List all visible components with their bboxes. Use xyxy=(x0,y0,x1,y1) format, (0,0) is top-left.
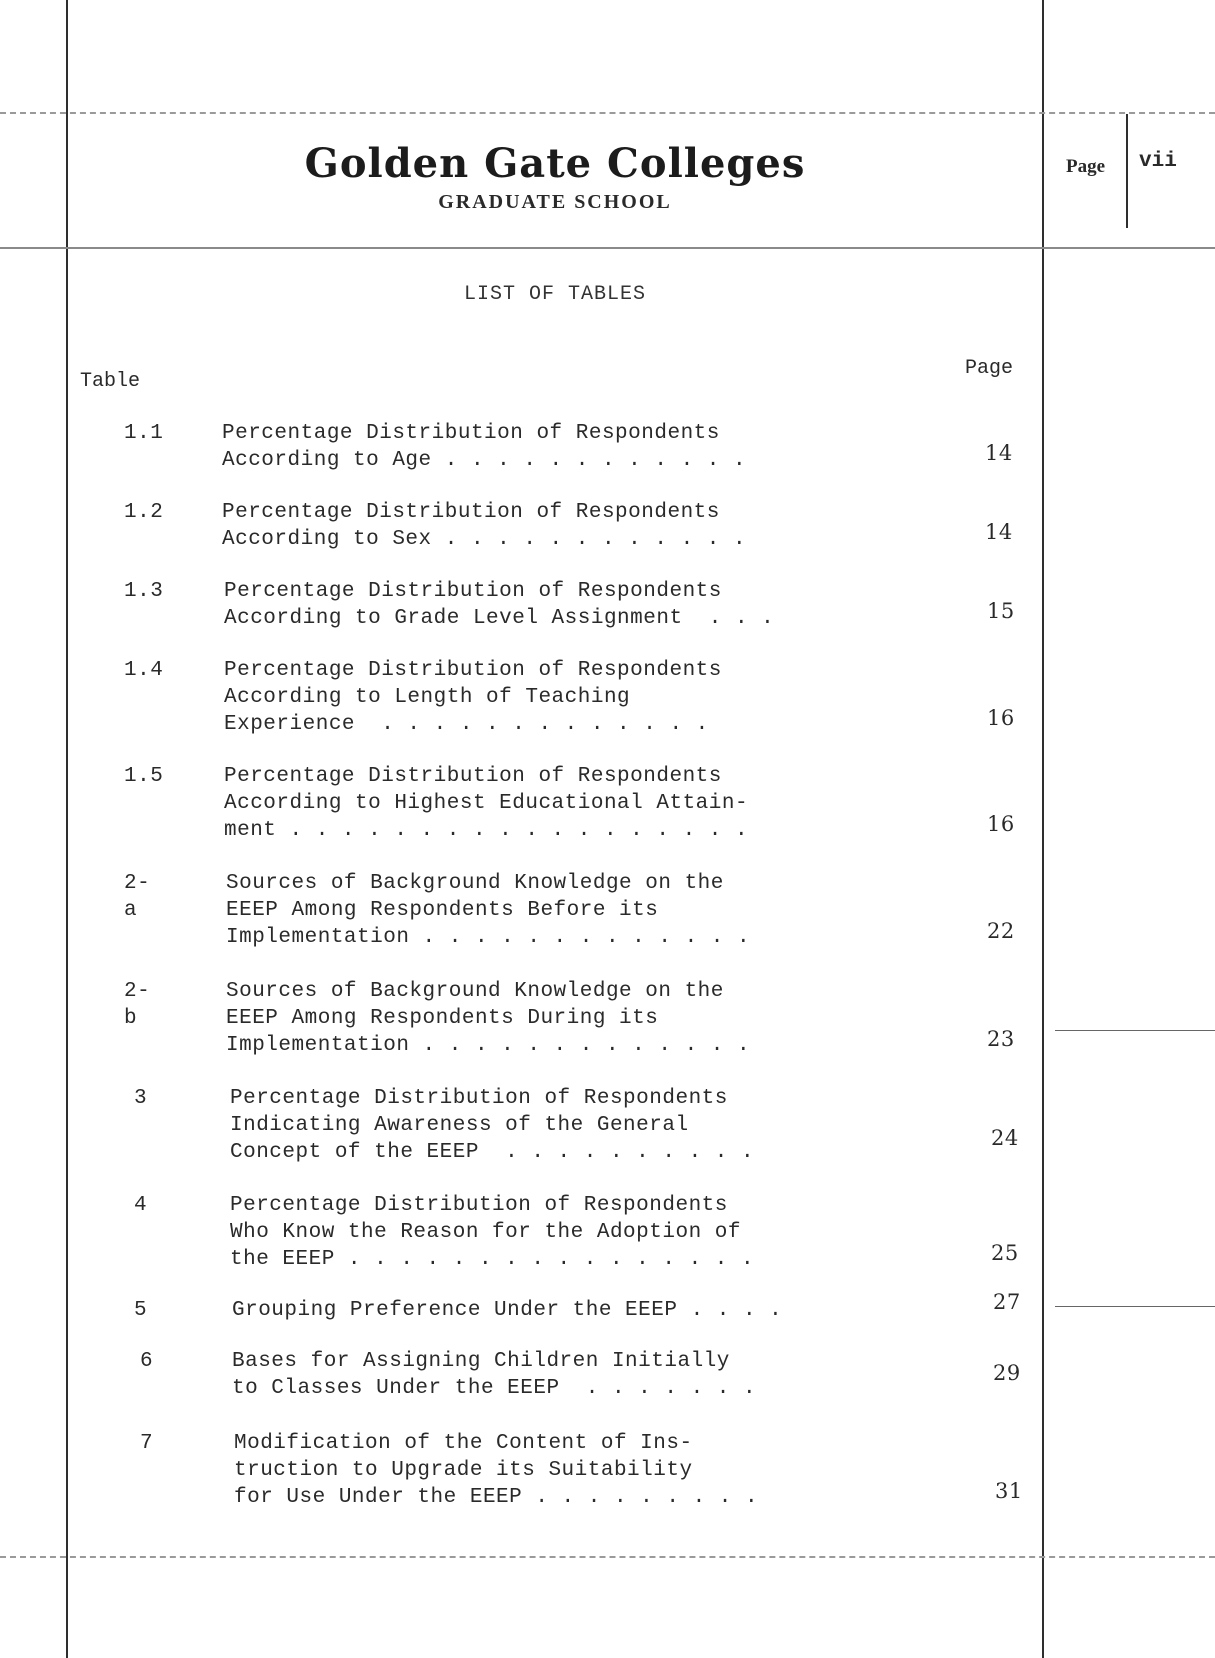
page-title: LIST OF TABLES xyxy=(463,283,647,306)
header-bottom-rule xyxy=(0,247,1215,249)
table-caption-line: Bases for Assigning Children Initially xyxy=(232,1350,730,1373)
table-caption-line: EEEP Among Respondents During its xyxy=(226,1007,659,1030)
college-name: Golden Gate Colleges xyxy=(304,140,806,187)
table-page-number: 23 xyxy=(987,1027,1015,1051)
table-caption-line: Implementation . . . . . . . . . . . . . xyxy=(226,1034,751,1057)
table-number: 1.3 xyxy=(124,580,164,603)
column-heading-page: Page xyxy=(965,357,1014,380)
table-caption-line: Sources of Background Knowledge on the xyxy=(226,980,724,1003)
table-page-number: 27 xyxy=(993,1290,1021,1314)
table-page-number: 22 xyxy=(987,919,1015,943)
table-page-number: 24 xyxy=(991,1126,1019,1150)
table-caption-line: Percentage Distribution of Respondents xyxy=(222,501,720,524)
header-top-rule xyxy=(0,112,1215,114)
table-page-number: 29 xyxy=(993,1361,1021,1385)
table-caption-line: Percentage Distribution of Respondents xyxy=(230,1087,728,1110)
table-caption-line: Percentage Distribution of Respondents xyxy=(224,659,722,682)
side-tick-1 xyxy=(1055,1030,1215,1031)
table-caption-line: Percentage Distribution of Respondents xyxy=(224,765,722,788)
table-caption-line: According to Grade Level Assignment . . . xyxy=(224,607,775,630)
table-caption-line: Who Know the Reason for the Adoption of xyxy=(230,1221,741,1244)
table-number: 2-b xyxy=(124,980,151,1030)
table-caption-line: EEEP Among Respondents Before its xyxy=(226,899,659,922)
page-box-label: Page xyxy=(1066,156,1106,177)
table-caption-line: Grouping Preference Under the EEEP . . . . xyxy=(232,1299,783,1322)
table-caption-line: According to Length of Teaching xyxy=(224,686,631,709)
table-caption-line: truction to Upgrade its Suitability xyxy=(234,1459,693,1482)
table-caption-line: the EEEP . . . . . . . . . . . . . . . . xyxy=(230,1248,755,1271)
table-number: 1.4 xyxy=(124,659,164,682)
table-page-number: 16 xyxy=(987,812,1015,836)
table-caption-line: Modification of the Content of Ins- xyxy=(234,1432,693,1455)
table-number: 1.2 xyxy=(124,501,164,524)
school-name: GRADUATE SCHOOL xyxy=(438,191,672,213)
table-page-number: 15 xyxy=(987,599,1015,623)
table-caption-line: Percentage Distribution of Respondents xyxy=(230,1194,728,1217)
footer-rule xyxy=(0,1556,1215,1558)
table-caption-line: Percentage Distribution of Respondents xyxy=(222,422,720,445)
table-caption-line: Experience . . . . . . . . . . . . . xyxy=(224,713,709,736)
side-tick-2 xyxy=(1055,1306,1215,1307)
table-caption-line: Indicating Awareness of the General xyxy=(230,1114,689,1137)
page-number: vii xyxy=(1139,150,1177,173)
table-number: 6 xyxy=(140,1350,154,1373)
table-caption-line: Percentage Distribution of Respondents xyxy=(224,580,722,603)
table-number: 1.1 xyxy=(124,422,164,445)
table-caption-line: According to Age . . . . . . . . . . . . xyxy=(222,449,747,472)
table-number: 1.5 xyxy=(124,765,164,788)
table-caption-line: Sources of Background Knowledge on the xyxy=(226,872,724,895)
table-page-number: 31 xyxy=(995,1479,1023,1503)
table-caption-line: Implementation . . . . . . . . . . . . . xyxy=(226,926,751,949)
table-number: 4 xyxy=(134,1194,148,1217)
letterhead xyxy=(70,140,1040,214)
table-caption-line: to Classes Under the EEEP . . . . . . . xyxy=(232,1377,757,1400)
table-caption-line: ment . . . . . . . . . . . . . . . . . . xyxy=(224,819,749,842)
table-number: 2-a xyxy=(124,872,151,922)
table-caption-line: for Use Under the EEEP . . . . . . . . . xyxy=(234,1486,759,1509)
table-caption-line: According to Sex . . . . . . . . . . . . xyxy=(222,528,747,551)
table-caption-line: Concept of the EEEP . . . . . . . . . . xyxy=(230,1141,755,1164)
table-caption-line: According to Highest Educational Attain- xyxy=(224,792,749,815)
table-number: 5 xyxy=(134,1299,148,1322)
table-page-number: 25 xyxy=(991,1241,1019,1265)
table-page-number: 14 xyxy=(985,520,1013,544)
table-page-number: 14 xyxy=(985,441,1013,465)
table-number: 3 xyxy=(134,1087,148,1110)
page-box-divider xyxy=(1126,114,1128,228)
table-number: 7 xyxy=(140,1432,154,1455)
column-heading-table: Table xyxy=(80,370,141,393)
table-page-number: 16 xyxy=(987,706,1015,730)
